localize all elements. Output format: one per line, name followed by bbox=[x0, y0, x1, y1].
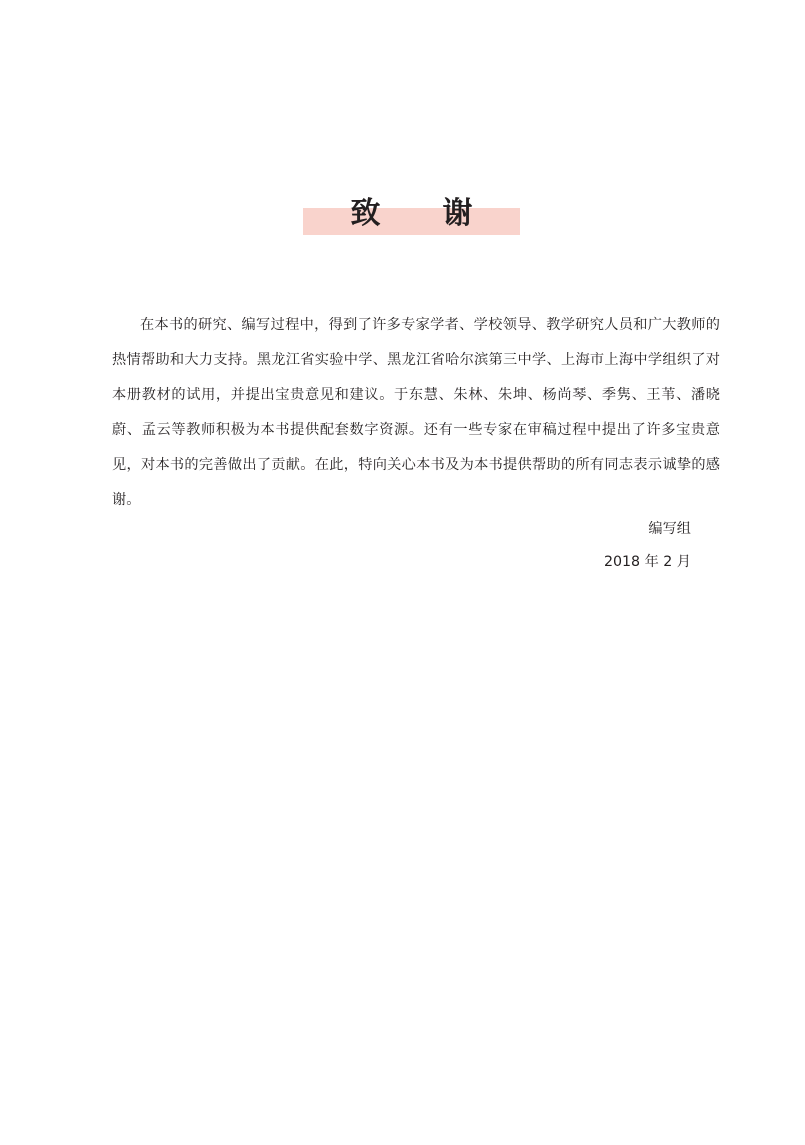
page-title bbox=[303, 190, 520, 230]
title-char-2: 谢 bbox=[442, 196, 473, 231]
signature-date: 2018 年 2 月 bbox=[603, 554, 691, 570]
acknowledgement-paragraph: 在本书的研究、编写过程中，得到了许多专家学者、学校领导、教学研究人员和广大教师的热情帮助和大力支持。黑龙江省实验中学、黑龙江省哈尔滨第三中学、上海市上海中学组织了对本册教材的试用，并提出宝贵意见和建议。于东慧、朱林、朱坤、杨尚琴、季隽、王苇、潘晓蔚、孟云等教师积极为本书提供配套数字资源。还有一些专家在审稿过程中提出了许多宝贵意见，对本书的完善做出了贡献。在此，特向关心本书及为本书提供帮助的所有同志表示诚挚的感谢。 bbox=[112, 317, 720, 508]
signature-author: 编写组 bbox=[648, 521, 691, 537]
title-char-1: 致 bbox=[350, 196, 381, 231]
